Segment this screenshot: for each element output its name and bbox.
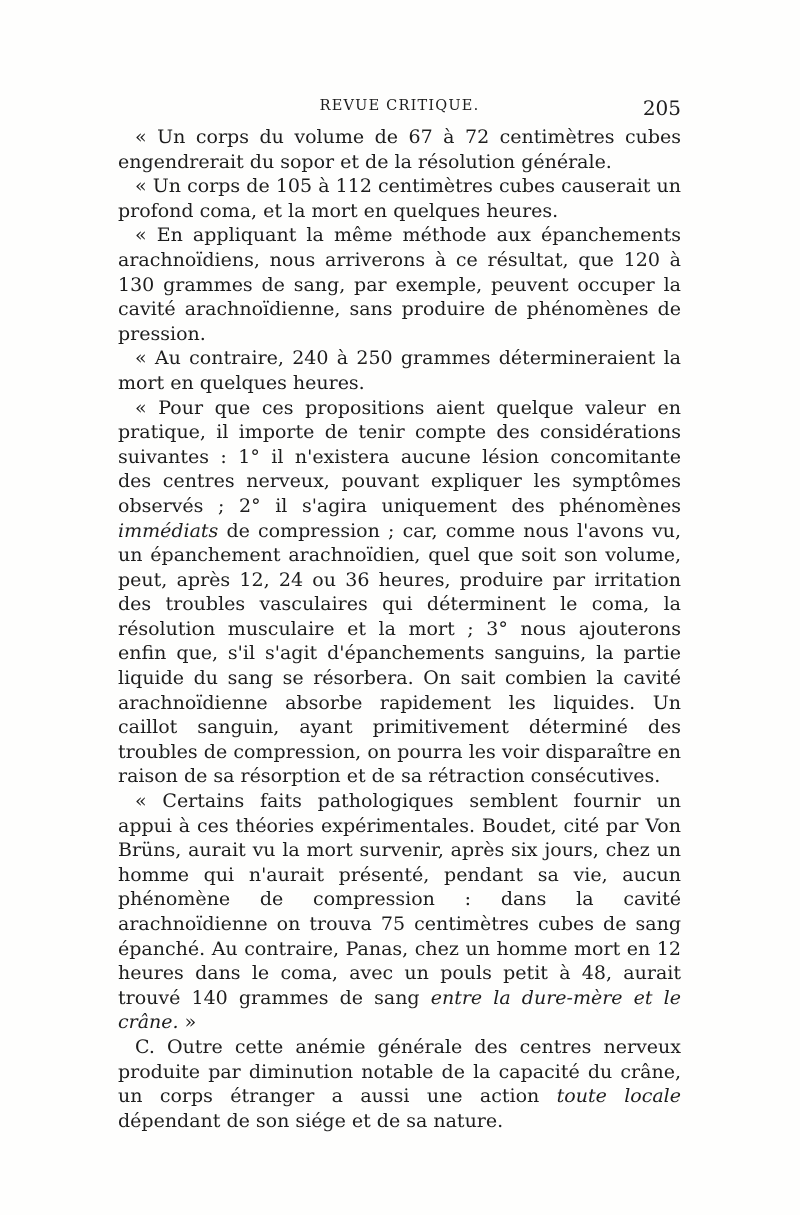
paragraph-6-italic: entre la dure-mère et le crâne. <box>118 986 681 1034</box>
body-text <box>118 125 681 1133</box>
paragraph-5 <box>118 396 681 790</box>
paragraph-7 <box>118 1035 681 1133</box>
paragraph-7-italic: toute locale <box>556 1085 681 1108</box>
page-header <box>118 96 681 126</box>
paragraph-6-text-start: « Certains faits pathologiques semblent fournir un appui à ces théories expérimentales. Boudet, cité par Von Brüns, aurait vu la mort survenir, après six jours, chez un homme qui n'aurait présenté, pendant sa vie, aucun phénomène de compression : dans la cavité arachnoïdienne on trouva 75 centimètres cubes de sang épanché. Au contraire, Panas, chez un homme mort en 12 heures dans le coma, avec un pouls petit à 48, aurait trouvé 140 grammes de sang <box>118 790 681 1009</box>
paragraph-4: « Au contraire, 240 à 250 grammes détermineraient la mort en quelques heures. <box>118 347 681 394</box>
paragraph-6-text-end: » <box>178 1011 197 1034</box>
paragraph-2: « Un corps de 105 à 112 centimètres cubes causerait un profond coma, et la mort en quelques heures. <box>118 175 681 222</box>
paragraph-3: « En appliquant la même méthode aux épanchements arachnoïdiens, nous arriverons à ce résultat, que 120 à 130 grammes de sang, par exemple, peuvent occuper la cavité arachnoïdienne, sans produire de phénomènes de pression. <box>118 224 681 345</box>
paragraph-5-text-end: de compression ; car, comme nous l'avons vu, un épanchement arachnoïdien, quel que soit son volume, peut, après 12, 24 ou 36 heures, produire par irritation des troubles vasculaires qui déterminent le coma, la résolution musculaire et la mort ; 3° nous ajouterons enfin que, s'il s'agit d'épanchements sanguins, la partie liquide du sang se résorbera. On sait combien la cavité arachnoïdienne absorbe rapidement les liquides. Un caillot sanguin, ayant primitivement déterminé des troubles de compression, on pourra les voir disparaître en raison de sa résorption et de sa rétraction consécutives. <box>118 519 681 788</box>
running-head: REVUE CRITIQUE. <box>319 98 480 114</box>
paragraph-5-italic: immédiats <box>118 519 219 542</box>
paragraph-7-text-start: C. Outre cette anémie générale des centres nerveux produite par diminution notable de la capacité du crâne, un corps étranger a aussi une action <box>118 1035 681 1108</box>
paragraph-5-text-start: « Pour que ces propositions aient quelque valeur en pratique, il importe de tenir compte des considérations suivantes : 1° il n'existera aucune lésion concomitante des centres nerveux, pouvant expliquer les symptômes observés ; 2° il s'agira uniquement des phénomènes <box>118 396 681 517</box>
paragraph-6 <box>118 789 681 1035</box>
paragraph-1: « Un corps du volume de 67 à 72 centimètres cubes engendrerait du sopor et de la résolution générale. <box>118 126 681 173</box>
page-number: 205 <box>642 96 681 120</box>
paragraph-7-text-end: dépendant de son siége et de sa nature. <box>118 1109 504 1132</box>
